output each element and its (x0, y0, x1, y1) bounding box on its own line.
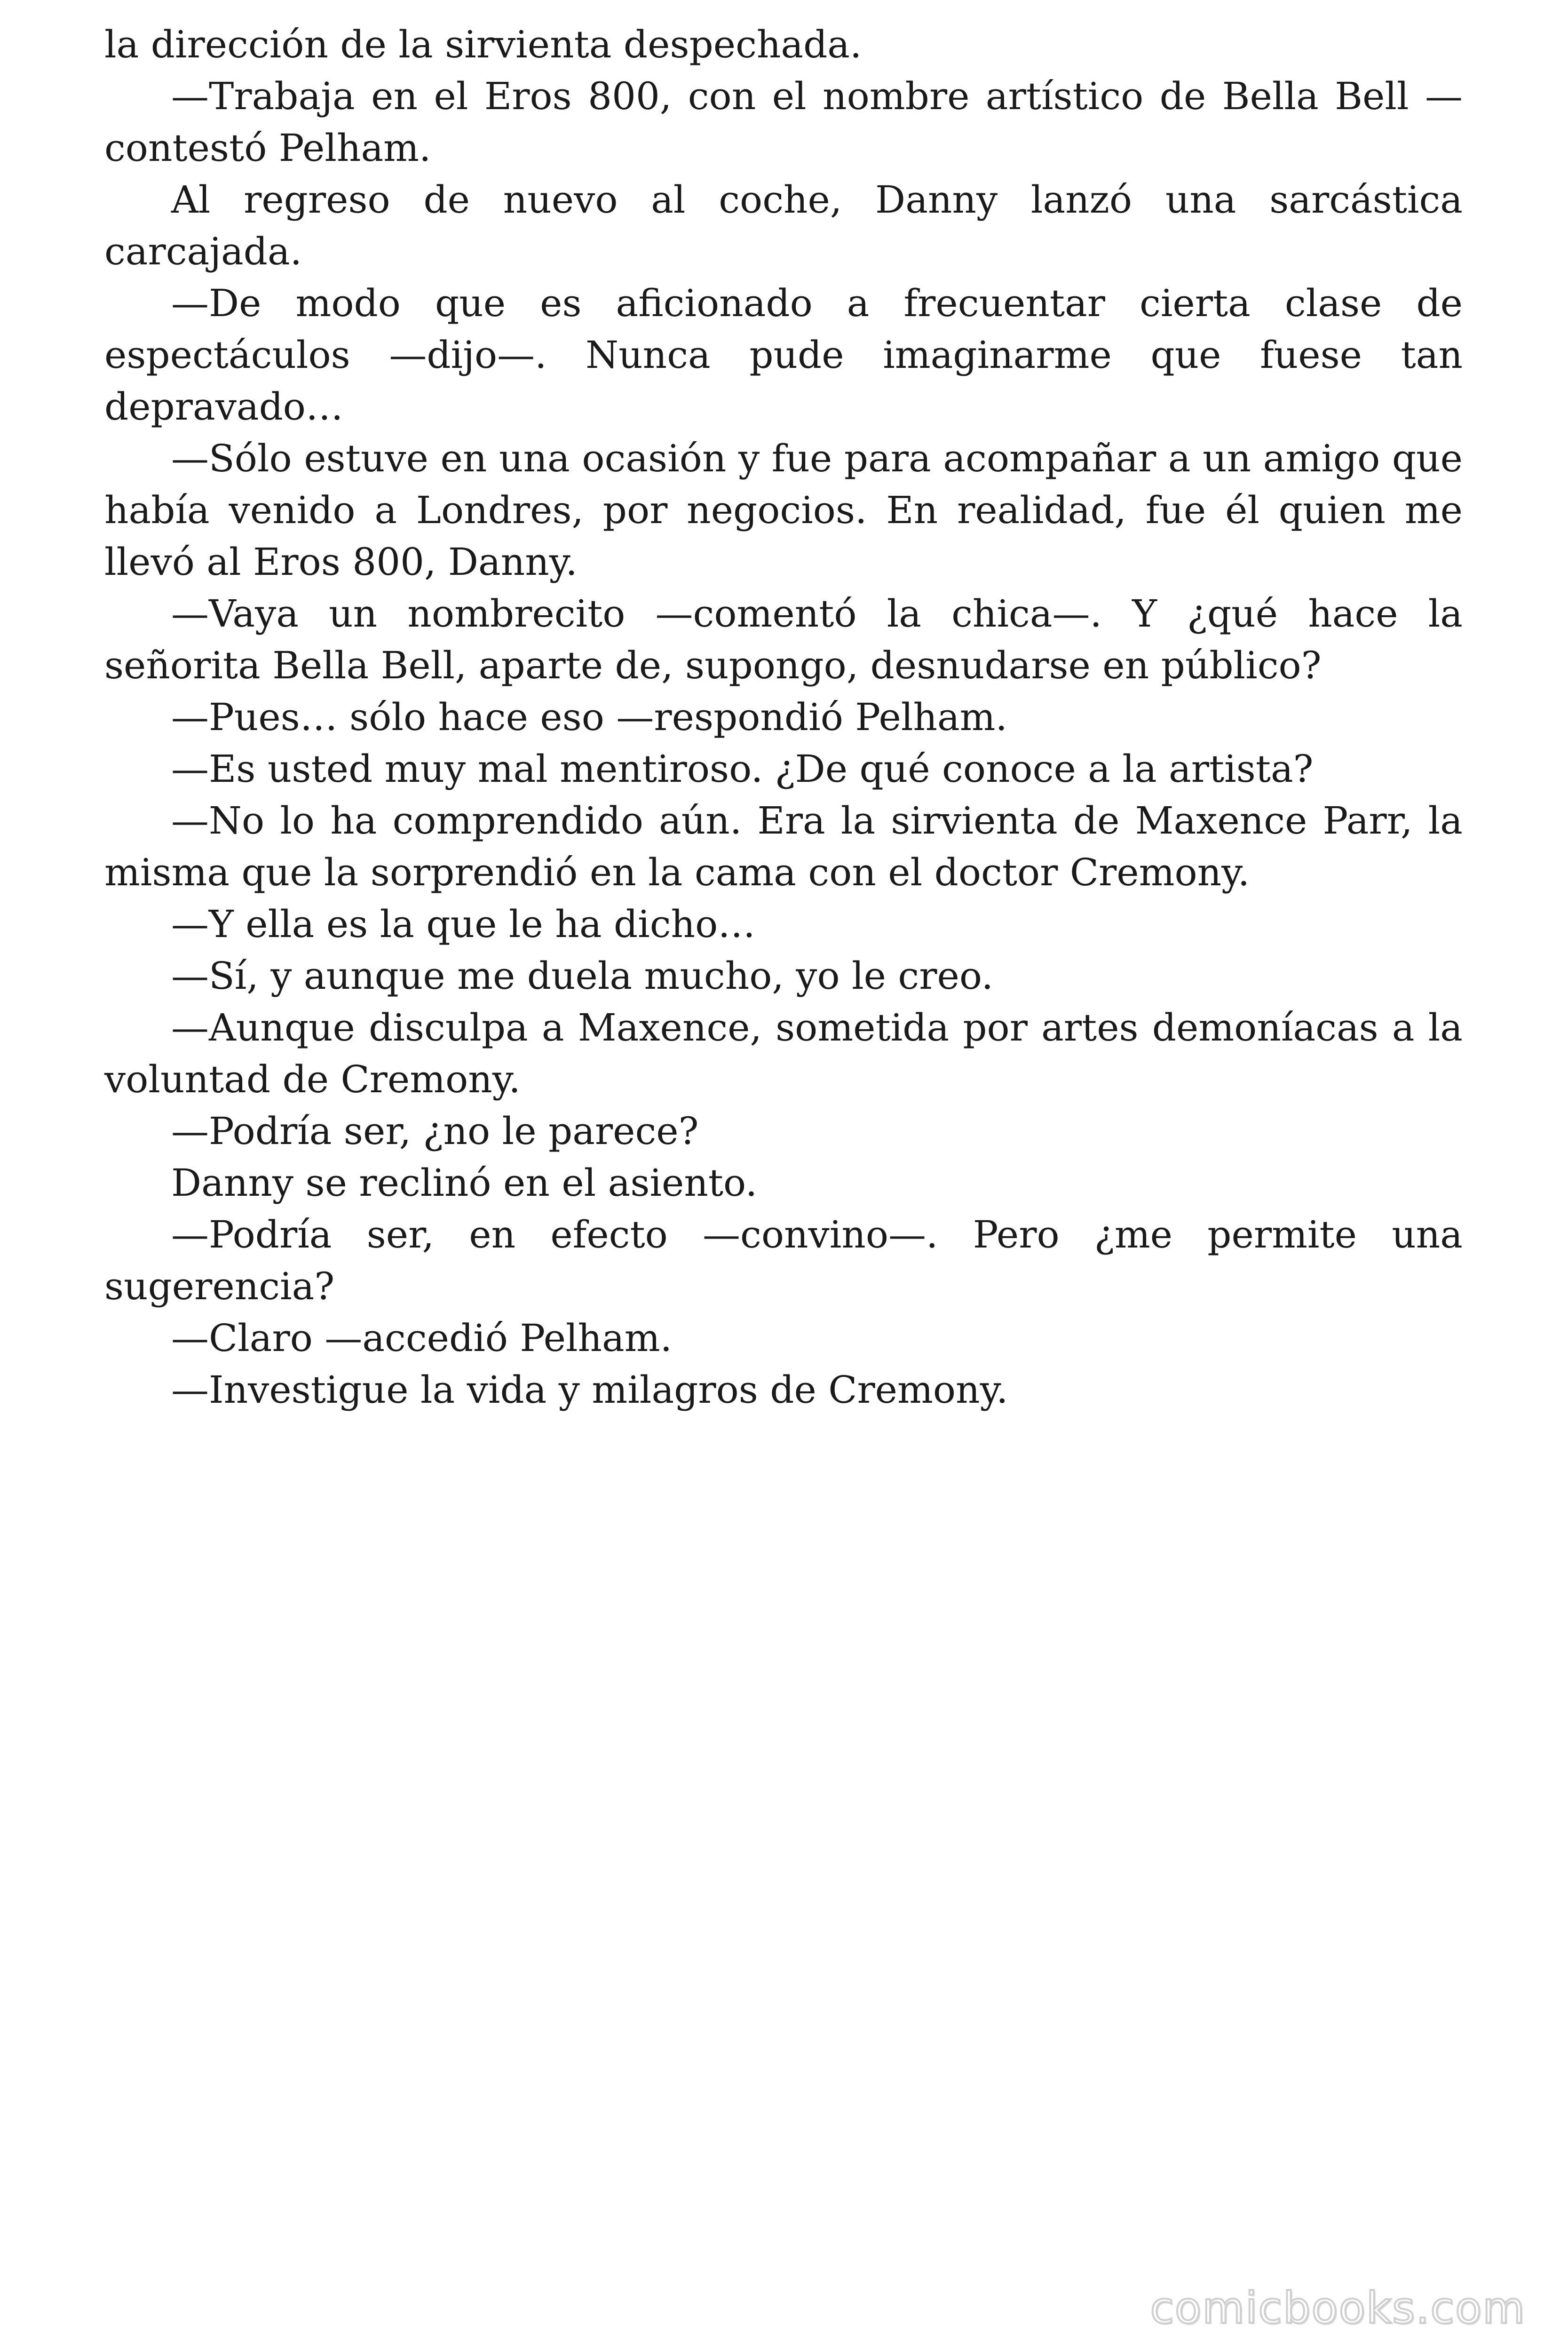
paragraph-narration: Al regreso de nuevo al coche, Danny lanzó una sarcástica carcajada. (104, 178, 1463, 273)
paragraph-dialogue: —De modo que es aficionado a frecuentar cierta clase de espectáculos —dijo—. Nunca pude imaginarme que fuese tan depravado… (104, 281, 1463, 429)
paragraph-dialogue: —Podría ser, ¿no le parece? (171, 1109, 699, 1153)
paragraph-dialogue: —Aunque disculpa a Maxence, sometida por artes demoníacas a la voluntad de Cremony. (104, 1006, 1463, 1101)
paragraph-dialogue: —Podría ser, en efecto —convino—. Pero ¿me permite una sugerencia? (104, 1213, 1463, 1308)
paragraph-dialogue: —Vaya un nombrecito —comentó la chica—. Y ¿qué hace la señorita Bella Bell, aparte de, supongo, desnudarse en público? (104, 592, 1463, 687)
watermark-logo: comicbooks.com (1150, 2283, 1526, 2333)
paragraph-continuation: la dirección de la sirvienta despechada. (104, 23, 862, 66)
paragraph-dialogue: —Investigue la vida y milagros de Cremony. (171, 1368, 1008, 1412)
paragraph-dialogue: —No lo ha comprendido aún. Era la sirvienta de Maxence Parr, la misma que la sorprendió en la cama con el doctor Cremony. (104, 799, 1463, 894)
paragraph-dialogue: —Trabaja en el Eros 800, con el nombre artístico de Bella Bell —contestó Pelham. (104, 74, 1463, 170)
book-page-text (104, 19, 1463, 1416)
paragraph-dialogue: —Sí, y aunque me duela mucho, yo le creo. (171, 954, 994, 998)
paragraph-dialogue: —Pues… sólo hace eso —respondió Pelham. (171, 695, 1007, 739)
paragraph-dialogue: —Sólo estuve en una ocasión y fue para acompañar a un amigo que había venido a Londres, por negocios. En realidad, fue él quien me llevó al Eros 800, Danny. (104, 437, 1463, 584)
paragraph-dialogue: —Claro —accedió Pelham. (171, 1316, 673, 1360)
paragraph-narration: Danny se reclinó en el asiento. (171, 1161, 758, 1205)
paragraph-dialogue: —Y ella es la que le ha dicho… (171, 902, 756, 946)
paragraph-dialogue: —Es usted muy mal mentiroso. ¿De qué conoce a la artista? (171, 747, 1314, 791)
